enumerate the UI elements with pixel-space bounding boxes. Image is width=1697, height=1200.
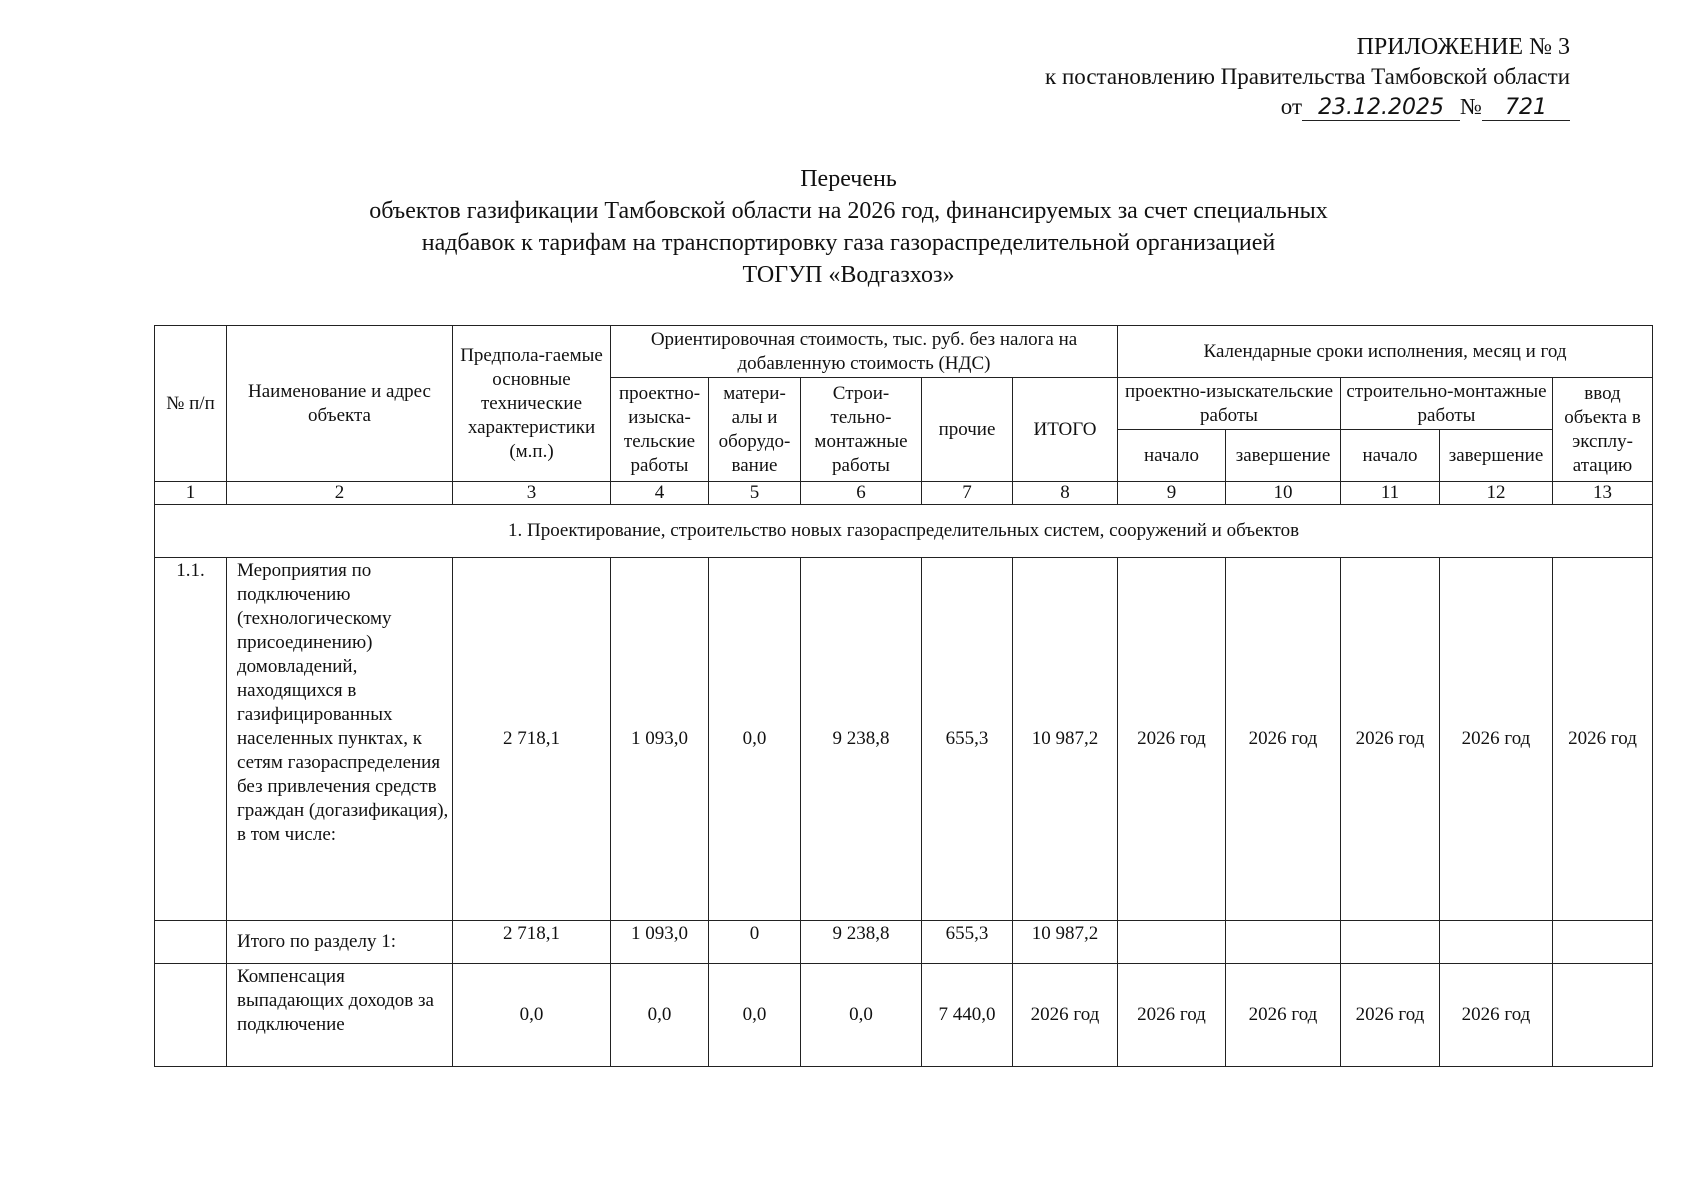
cell-design-start: 2026 год	[1118, 558, 1226, 921]
column-number: 1	[155, 482, 227, 505]
from-prefix: от	[1280, 94, 1303, 119]
column-number: 9	[1118, 482, 1226, 505]
cell-design: 1 093,0	[611, 921, 709, 964]
cell-materials: 0,0	[709, 558, 801, 921]
cell-construction: 9 238,8	[801, 921, 922, 964]
header-start-1: начало	[1118, 430, 1226, 482]
cell-design-end	[1226, 921, 1341, 964]
handwritten-number: 721	[1482, 96, 1570, 121]
appendix-title: ПРИЛОЖЕНИЕ № 3	[1356, 34, 1570, 60]
header-num: № п/п	[155, 326, 227, 482]
header-end-2: завершение	[1440, 430, 1553, 482]
column-number: 8	[1013, 482, 1118, 505]
column-number: 7	[922, 482, 1013, 505]
column-number: 12	[1440, 482, 1553, 505]
header-characteristics: Предпола-гаемые основные технические характеристики (м.п.)	[453, 326, 611, 482]
cell-total: 2026 год	[1013, 964, 1118, 1067]
header-total: ИТОГО	[1013, 378, 1118, 482]
gasification-table	[154, 325, 1653, 1067]
column-number: 6	[801, 482, 922, 505]
title-line-3: надбавок к тарифам на транспортировку газа газораспределительной организацией	[421, 230, 1276, 256]
resolution-reference: к постановлению Правительства Тамбовской области	[1045, 64, 1570, 89]
section-title: 1. Проектирование, строительство новых газораспределительных систем, сооружений и объектов	[155, 505, 1653, 558]
cell-construction-start: 2026 год	[1341, 964, 1440, 1067]
header-materials: матери-алы и оборудо-вание	[709, 378, 801, 482]
header-start-2: начало	[1341, 430, 1440, 482]
cell-characteristics: 2 718,1	[453, 558, 611, 921]
row-num	[155, 921, 227, 964]
cell-design-end: 2026 год	[1226, 558, 1341, 921]
cell-construction-start	[1341, 921, 1440, 964]
header-cost-group: Ориентировочная стоимость, тыс. руб. без налога на добавленную стоимость (НДС)	[611, 326, 1118, 378]
document-header	[1045, 32, 1570, 122]
number-prefix: №	[1460, 94, 1482, 119]
cell-construction-end	[1440, 921, 1553, 964]
table-row	[155, 921, 1653, 964]
header-construction: Строи-тельно-монтажные работы	[801, 378, 922, 482]
header-design-works: проектно-изыскательские работы	[1118, 378, 1341, 430]
column-number: 3	[453, 482, 611, 505]
column-number: 4	[611, 482, 709, 505]
column-number: 10	[1226, 482, 1341, 505]
handwritten-date: 23.12.2025	[1302, 96, 1460, 121]
cell-construction: 0,0	[801, 964, 922, 1067]
cell-commissioning	[1553, 921, 1653, 964]
header-design: проектно-изыска-тельские работы	[611, 378, 709, 482]
cell-other: 655,3	[922, 558, 1013, 921]
header-name: Наименование и адрес объекта	[227, 326, 453, 482]
cell-construction-end: 2026 год	[1440, 964, 1553, 1067]
table-row	[155, 964, 1653, 1067]
row-name: Итого по разделу 1:	[227, 921, 453, 964]
cell-other: 655,3	[922, 921, 1013, 964]
cell-other: 7 440,0	[922, 964, 1013, 1067]
title-line-4: ТОГУП «Водгазхоз»	[742, 262, 955, 288]
cell-design: 1 093,0	[611, 558, 709, 921]
document-title	[0, 163, 1697, 291]
title-line-2: объектов газификации Тамбовской области на 2026 год, финансируемых за счет специальных	[369, 198, 1328, 224]
row-name: Компенсация выпадающих доходов за подключение	[227, 964, 453, 1067]
cell-total: 10 987,2	[1013, 921, 1118, 964]
cell-characteristics: 2 718,1	[453, 921, 611, 964]
row-num	[155, 964, 227, 1067]
cell-total: 10 987,2	[1013, 558, 1118, 921]
cell-construction: 9 238,8	[801, 558, 922, 921]
row-name: Мероприятия по подключению (технологическому присоединению) домовладений, находящихся в газифицированных населенных пунктах, к сетям газораспределения без привлечения средств граждан (догазификация), в том числе:	[227, 558, 453, 921]
cell-design: 0,0	[611, 964, 709, 1067]
header-end-1: завершение	[1226, 430, 1341, 482]
header-schedule-group: Календарные сроки исполнения, месяц и год	[1118, 326, 1653, 378]
title-line-1: Перечень	[800, 166, 897, 192]
date-number-line	[1045, 92, 1570, 122]
cell-characteristics: 0,0	[453, 964, 611, 1067]
column-number: 5	[709, 482, 801, 505]
header-commissioning: ввод объекта в эксплу-атацию	[1553, 378, 1653, 482]
cell-design-start	[1118, 921, 1226, 964]
cell-commissioning: 2026 год	[1553, 558, 1653, 921]
cell-commissioning	[1553, 964, 1653, 1067]
header-construction-works: строительно-монтажные работы	[1341, 378, 1553, 430]
column-number: 2	[227, 482, 453, 505]
column-number: 13	[1553, 482, 1653, 505]
table-row	[155, 558, 1653, 921]
row-num: 1.1.	[155, 558, 227, 921]
cell-construction-start: 2026 год	[1341, 558, 1440, 921]
header-other: прочие	[922, 378, 1013, 482]
cell-design-start: 2026 год	[1118, 964, 1226, 1067]
column-number: 11	[1341, 482, 1440, 505]
cell-materials: 0	[709, 921, 801, 964]
cell-construction-end: 2026 год	[1440, 558, 1553, 921]
cell-materials: 0,0	[709, 964, 801, 1067]
cell-design-end: 2026 год	[1226, 964, 1341, 1067]
